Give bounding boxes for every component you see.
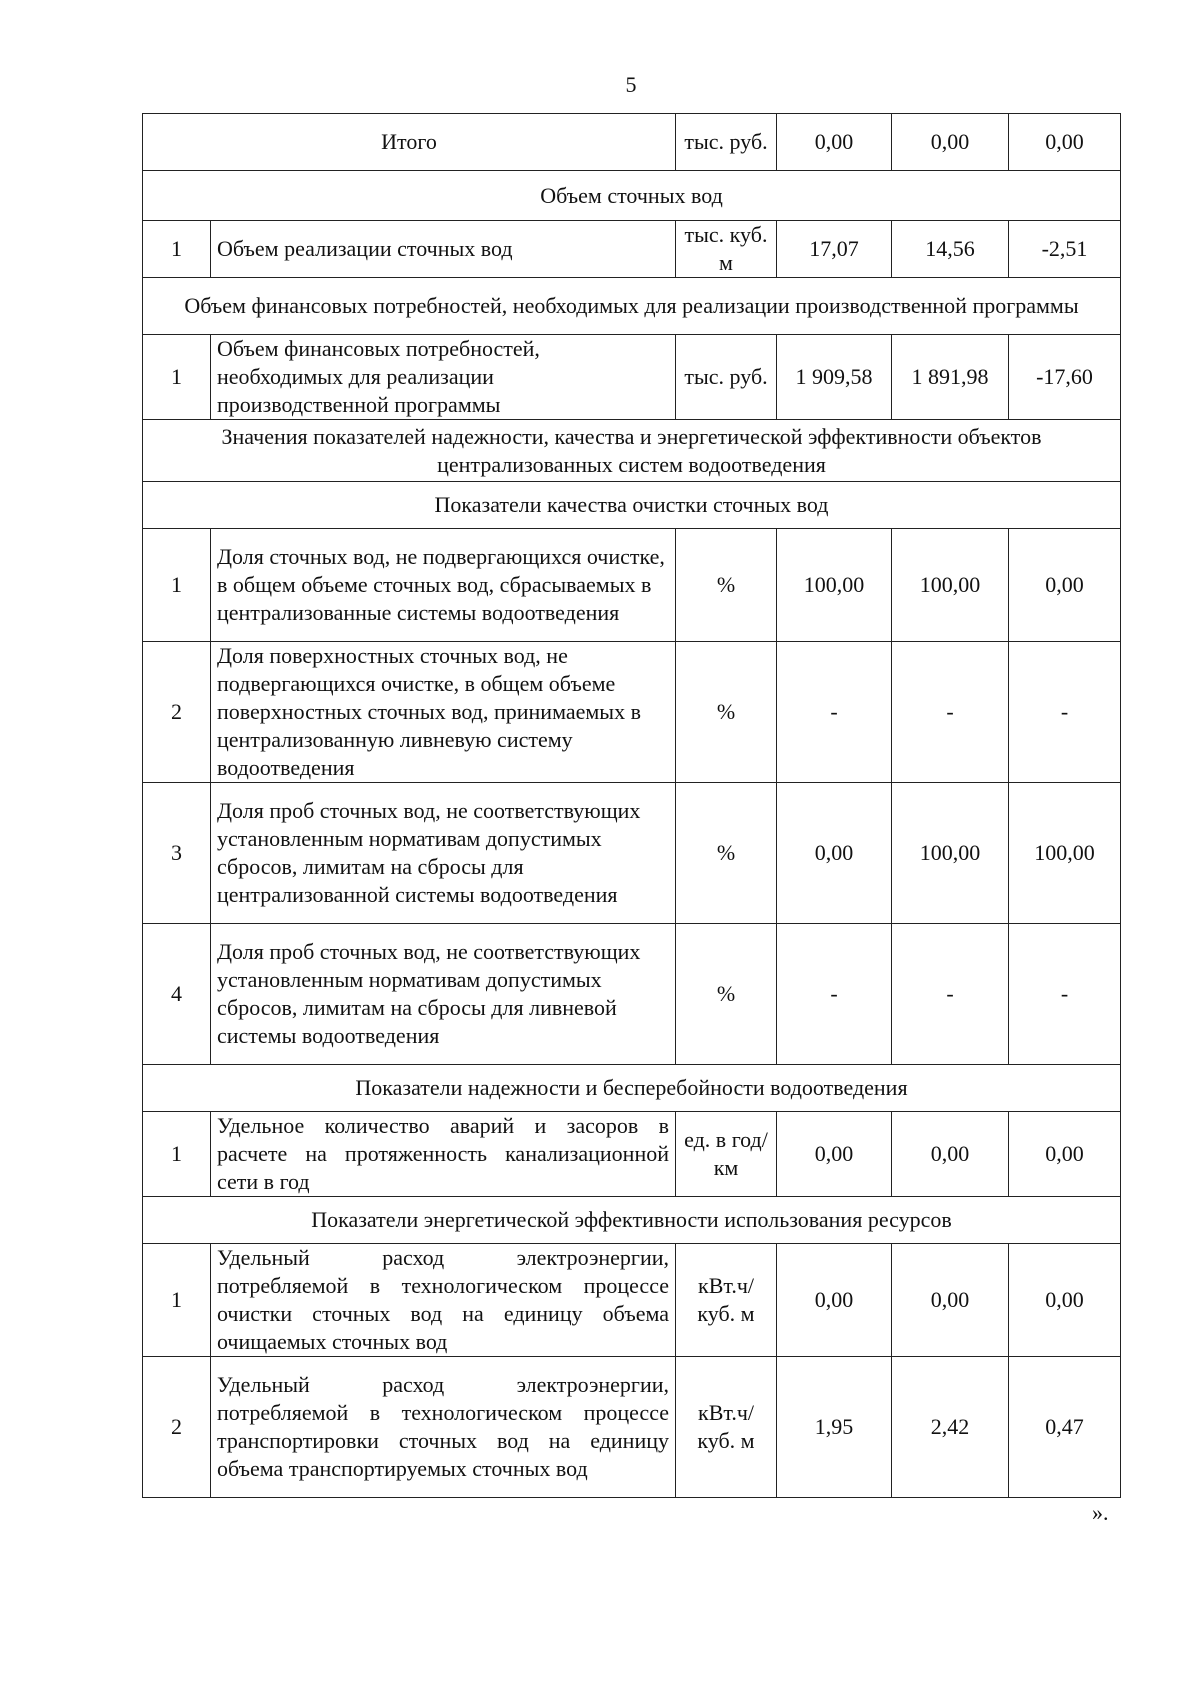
- unit-cell: %: [676, 642, 777, 783]
- value-cell: 0,00: [892, 1112, 1009, 1197]
- unit-cell: %: [676, 924, 777, 1065]
- table-row: [143, 783, 1121, 924]
- value-cell: 0,00: [892, 114, 1009, 171]
- table-row: [143, 1112, 1121, 1197]
- value-cell: -: [892, 642, 1009, 783]
- indicator-name: Доля поверхностных сточных вод, не подвергающихся очистке, в общем объеме поверхностных сточных вод, принимаемых в централизованную ливневую систему водоотведения: [211, 642, 676, 783]
- value-cell: 0,00: [1009, 529, 1121, 642]
- value-cell: 100,00: [1009, 783, 1121, 924]
- row-number: 2: [143, 642, 211, 783]
- table-row: [143, 221, 1121, 278]
- unit-cell: тыс. куб. м: [676, 221, 777, 278]
- table-row: [143, 1244, 1121, 1357]
- value-cell: 1,95: [777, 1357, 892, 1498]
- section-title: Значения показателей надежности, качества и энергетической эффективности объектов централизованных систем водоотведения: [143, 420, 1121, 482]
- value-cell: 0,00: [777, 1112, 892, 1197]
- indicator-name: Доля проб сточных вод, не соответствующих установленным нормативам допустимых сбросов, лимитам на сбросы для ливневой системы водоотведения: [211, 924, 676, 1065]
- value-cell: 1 891,98: [892, 335, 1009, 420]
- table-row: [143, 924, 1121, 1065]
- indicator-name: Удельный расход электроэнергии, потребляемой в технологическом процессе очистки сточных вод на единицу объема очищаемых сточных вод: [211, 1244, 676, 1357]
- value-cell: 100,00: [892, 783, 1009, 924]
- value-cell: 0,00: [777, 114, 892, 171]
- section-header-row: [143, 420, 1121, 482]
- value-cell: 0,47: [1009, 1357, 1121, 1498]
- section-title: Показатели энергетической эффективности использования ресурсов: [143, 1197, 1121, 1244]
- total-label: Итого: [143, 114, 676, 171]
- section-title: Показатели качества очистки сточных вод: [143, 482, 1121, 529]
- table-row: [143, 529, 1121, 642]
- value-cell: 0,00: [892, 1244, 1009, 1357]
- value-cell: -2,51: [1009, 221, 1121, 278]
- row-number: 3: [143, 783, 211, 924]
- indicator-name: Удельное количество аварий и засоров в расчете на протяженность канализационной сети в год: [211, 1112, 676, 1197]
- section-header-row: [143, 1197, 1121, 1244]
- section-header-row: [143, 482, 1121, 529]
- row-number: 1: [143, 1244, 211, 1357]
- value-cell: 100,00: [777, 529, 892, 642]
- section-title: Объем финансовых потребностей, необходимых для реализации производственной программы: [143, 278, 1121, 335]
- value-cell: -: [777, 642, 892, 783]
- value-cell: 0,00: [777, 1244, 892, 1357]
- indicator-name: Доля проб сточных вод, не соответствующих установленным нормативам допустимых сбросов, лимитам на сбросы для централизованной системы водоотведения: [211, 783, 676, 924]
- table-row: [143, 642, 1121, 783]
- row-number: 1: [143, 221, 211, 278]
- value-cell: -17,60: [1009, 335, 1121, 420]
- value-cell: 0,00: [777, 783, 892, 924]
- table-row: [143, 1357, 1121, 1498]
- value-cell: 1 909,58: [777, 335, 892, 420]
- value-cell: -: [1009, 924, 1121, 1065]
- indicators-table: [142, 113, 1121, 1498]
- unit-cell: %: [676, 529, 777, 642]
- value-cell: 0,00: [1009, 114, 1121, 171]
- unit-cell: тыс. руб.: [676, 335, 777, 420]
- row-number: 2: [143, 1357, 211, 1498]
- unit-cell: тыс. руб.: [676, 114, 777, 171]
- unit-cell: %: [676, 783, 777, 924]
- indicator-name: Удельный расход электроэнергии, потребляемой в технологическом процессе транспортировки сточных вод на единицу объема транспортируемых сточных вод: [211, 1357, 676, 1498]
- row-number: 1: [143, 335, 211, 420]
- value-cell: 14,56: [892, 221, 1009, 278]
- value-cell: 100,00: [892, 529, 1009, 642]
- value-cell: 0,00: [1009, 1244, 1121, 1357]
- total-row: [143, 114, 1121, 171]
- section-title: Объем сточных вод: [143, 171, 1121, 221]
- row-number: 4: [143, 924, 211, 1065]
- row-number: 1: [143, 1112, 211, 1197]
- value-cell: 0,00: [1009, 1112, 1121, 1197]
- indicator-name: Объем финансовых потребностей, необходимых для реализации производственной программы: [211, 335, 676, 420]
- value-cell: -: [1009, 642, 1121, 783]
- value-cell: -: [777, 924, 892, 1065]
- page-number: 5: [625, 72, 637, 97]
- section-header-row: [143, 1065, 1121, 1112]
- closing-quote: ».: [1092, 1500, 1109, 1525]
- section-header-row: [143, 171, 1121, 221]
- unit-cell: ед. в год/ км: [676, 1112, 777, 1197]
- unit-cell: кВт.ч/ куб. м: [676, 1357, 777, 1498]
- value-cell: -: [892, 924, 1009, 1065]
- section-header-row: [143, 278, 1121, 335]
- row-number: 1: [143, 529, 211, 642]
- section-title: Показатели надежности и бесперебойности водоотведения: [143, 1065, 1121, 1112]
- value-cell: 17,07: [777, 221, 892, 278]
- indicator-name: Объем реализации сточных вод: [211, 221, 676, 278]
- value-cell: 2,42: [892, 1357, 1009, 1498]
- unit-cell: кВт.ч/ куб. м: [676, 1244, 777, 1357]
- indicator-name: Доля сточных вод, не подвергающихся очистке, в общем объеме сточных вод, сбрасываемых в централизованные системы водоотведения: [211, 529, 676, 642]
- table-row: [143, 335, 1121, 420]
